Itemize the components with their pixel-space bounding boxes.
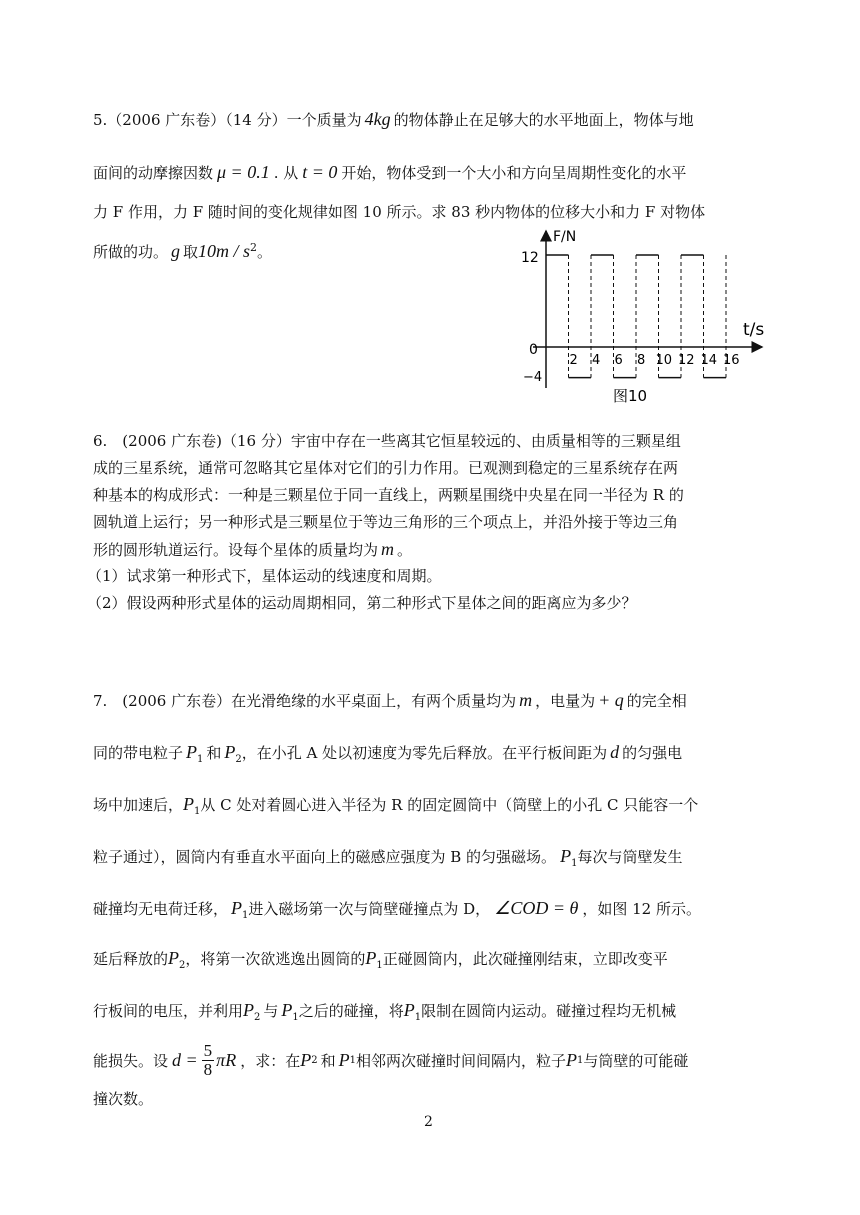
page-number: 2 bbox=[424, 1114, 433, 1130]
p5-line-2: 面间的动摩擦因数 μ = 0.1 . 从 t = 0 开始，物体受到一个大小和方向呈周期性变化的水平 bbox=[93, 162, 687, 182]
x-axis-label: t/s bbox=[743, 320, 765, 340]
y-tick-neg4: −4 bbox=[523, 370, 543, 385]
y-tick-12: 12 bbox=[521, 250, 539, 266]
p7-line-2: 同的带电粒子 $P_1$ 和 $P_2$，在小孔 A 处以初速度为零先后释放。在平行板间距为 d 的匀强电 bbox=[93, 742, 683, 765]
p7-line-5: 碰撞均无电荷迁移， $P_1$进入磁场第一次与筒壁碰撞点为 D， ∠COD = θ ，如图 12 所示。 bbox=[93, 898, 701, 921]
p5-line-4: 所做的功。 g 取$10m / s^2$。 bbox=[93, 241, 273, 261]
figure-caption: 图10 bbox=[613, 387, 648, 405]
figure-10-chart bbox=[515, 223, 775, 408]
p6-line-2: 成的三星系统，通常可忽略其它星体对它们的引力作用。已观测到稳定的三星系统存在两 bbox=[93, 459, 679, 477]
x-tick-label: 12 bbox=[678, 353, 695, 368]
p7-line-6: 延后释放的$P_2$，将第一次欲逃逸出圆筒的$P_1$正碰圆筒内，此次碰撞刚结束，立即改变平 bbox=[93, 948, 668, 971]
p6-question-2: （2）假设两种形式星体的运动周期相同，第二种形式下星体之间的距离应为多少？ bbox=[87, 594, 637, 612]
p6-line-5: 形的圆形轨道运行。设每个星体的质量均为 m 。 bbox=[93, 539, 413, 559]
p7-line-9: 撞次数。 bbox=[93, 1090, 154, 1108]
p7-line-8: 能损失。设 d = $\frac{5}{8}$ πR ，求：在 P 2 和 P 1 相邻两次碰撞时间间隔内，粒子 P 1 与筒壁的可能碰 bbox=[93, 1040, 689, 1079]
p7-line-1: 7. (2006 广东卷）在光滑绝缘的水平桌面上，有两个质量均为 m ，电量为 + q 的完全相 bbox=[93, 690, 687, 710]
x-tick-label: 4 bbox=[592, 353, 601, 368]
math-t0: t = 0 bbox=[302, 162, 338, 182]
p7-line-4: 粒子通过），圆筒内有垂直水平面向上的磁感应强度为 B 的匀强磁场。 $P_1$每次与筒壁发生 bbox=[93, 846, 683, 869]
p6-line-3: 种基本的构成形式：一种是三颗星位于同一直线上，两颗星围绕中央星在同一半径为 R 的 bbox=[93, 486, 684, 504]
x-tick-label: 14 bbox=[700, 353, 718, 368]
x-tick-label: 8 bbox=[637, 353, 646, 368]
p6-question-1: （1）试求第一种形式下，星体运动的线速度和周期。 bbox=[87, 567, 442, 585]
p5-line-3: 力 F 作用，力 F 随时间的变化规律如图 10 所示。求 83 秒内物体的位移大小和力 F 对物体 bbox=[93, 203, 706, 221]
x-tick-label: 2 bbox=[569, 353, 578, 368]
math-mass: 4kg bbox=[364, 109, 391, 129]
p7-line-3: 场中加速后，$P_1$从 C 处对着圆心进入半径为 R 的固定圆筒中（筒壁上的小孔 C 只能容一个 bbox=[93, 794, 699, 817]
p6-line-4: 圆轨道上运行；另一种形式是三颗星位于等边三角形的三个项点上，并沿外接于等边三角 bbox=[93, 513, 679, 531]
x-tick-label: 6 bbox=[614, 353, 623, 368]
y-tick-0: 0 bbox=[529, 342, 538, 358]
p6-line-1: 6. (2006 广东卷)（16 分）宇宙中存在一些离其它恒星较远的、由质量相等的三颗星组 bbox=[93, 432, 681, 450]
p7-line-7: 行板间的电压，并利用$P_2$ 与 $P_1$之后的碰撞，将$P_1$限制在圆筒内运动。碰撞过程均无机械 bbox=[93, 1000, 677, 1023]
x-tick-label: 16 bbox=[723, 353, 740, 368]
p5-line-1: 5.（2006 广东卷）（14 分）一个质量为 4kg 的物体静止在足够大的水平地面上，物体与地 bbox=[93, 109, 694, 129]
x-tick-label: 10 bbox=[655, 353, 673, 368]
y-axis-label: F/N bbox=[553, 229, 577, 245]
math-g-value: 10m / s bbox=[198, 241, 251, 261]
math-mu: μ = 0.1 bbox=[217, 162, 270, 182]
math-angle-cod: ∠COD = θ bbox=[494, 898, 579, 918]
fraction-5-8: $\frac{5}{8}$ bbox=[203, 1040, 213, 1079]
